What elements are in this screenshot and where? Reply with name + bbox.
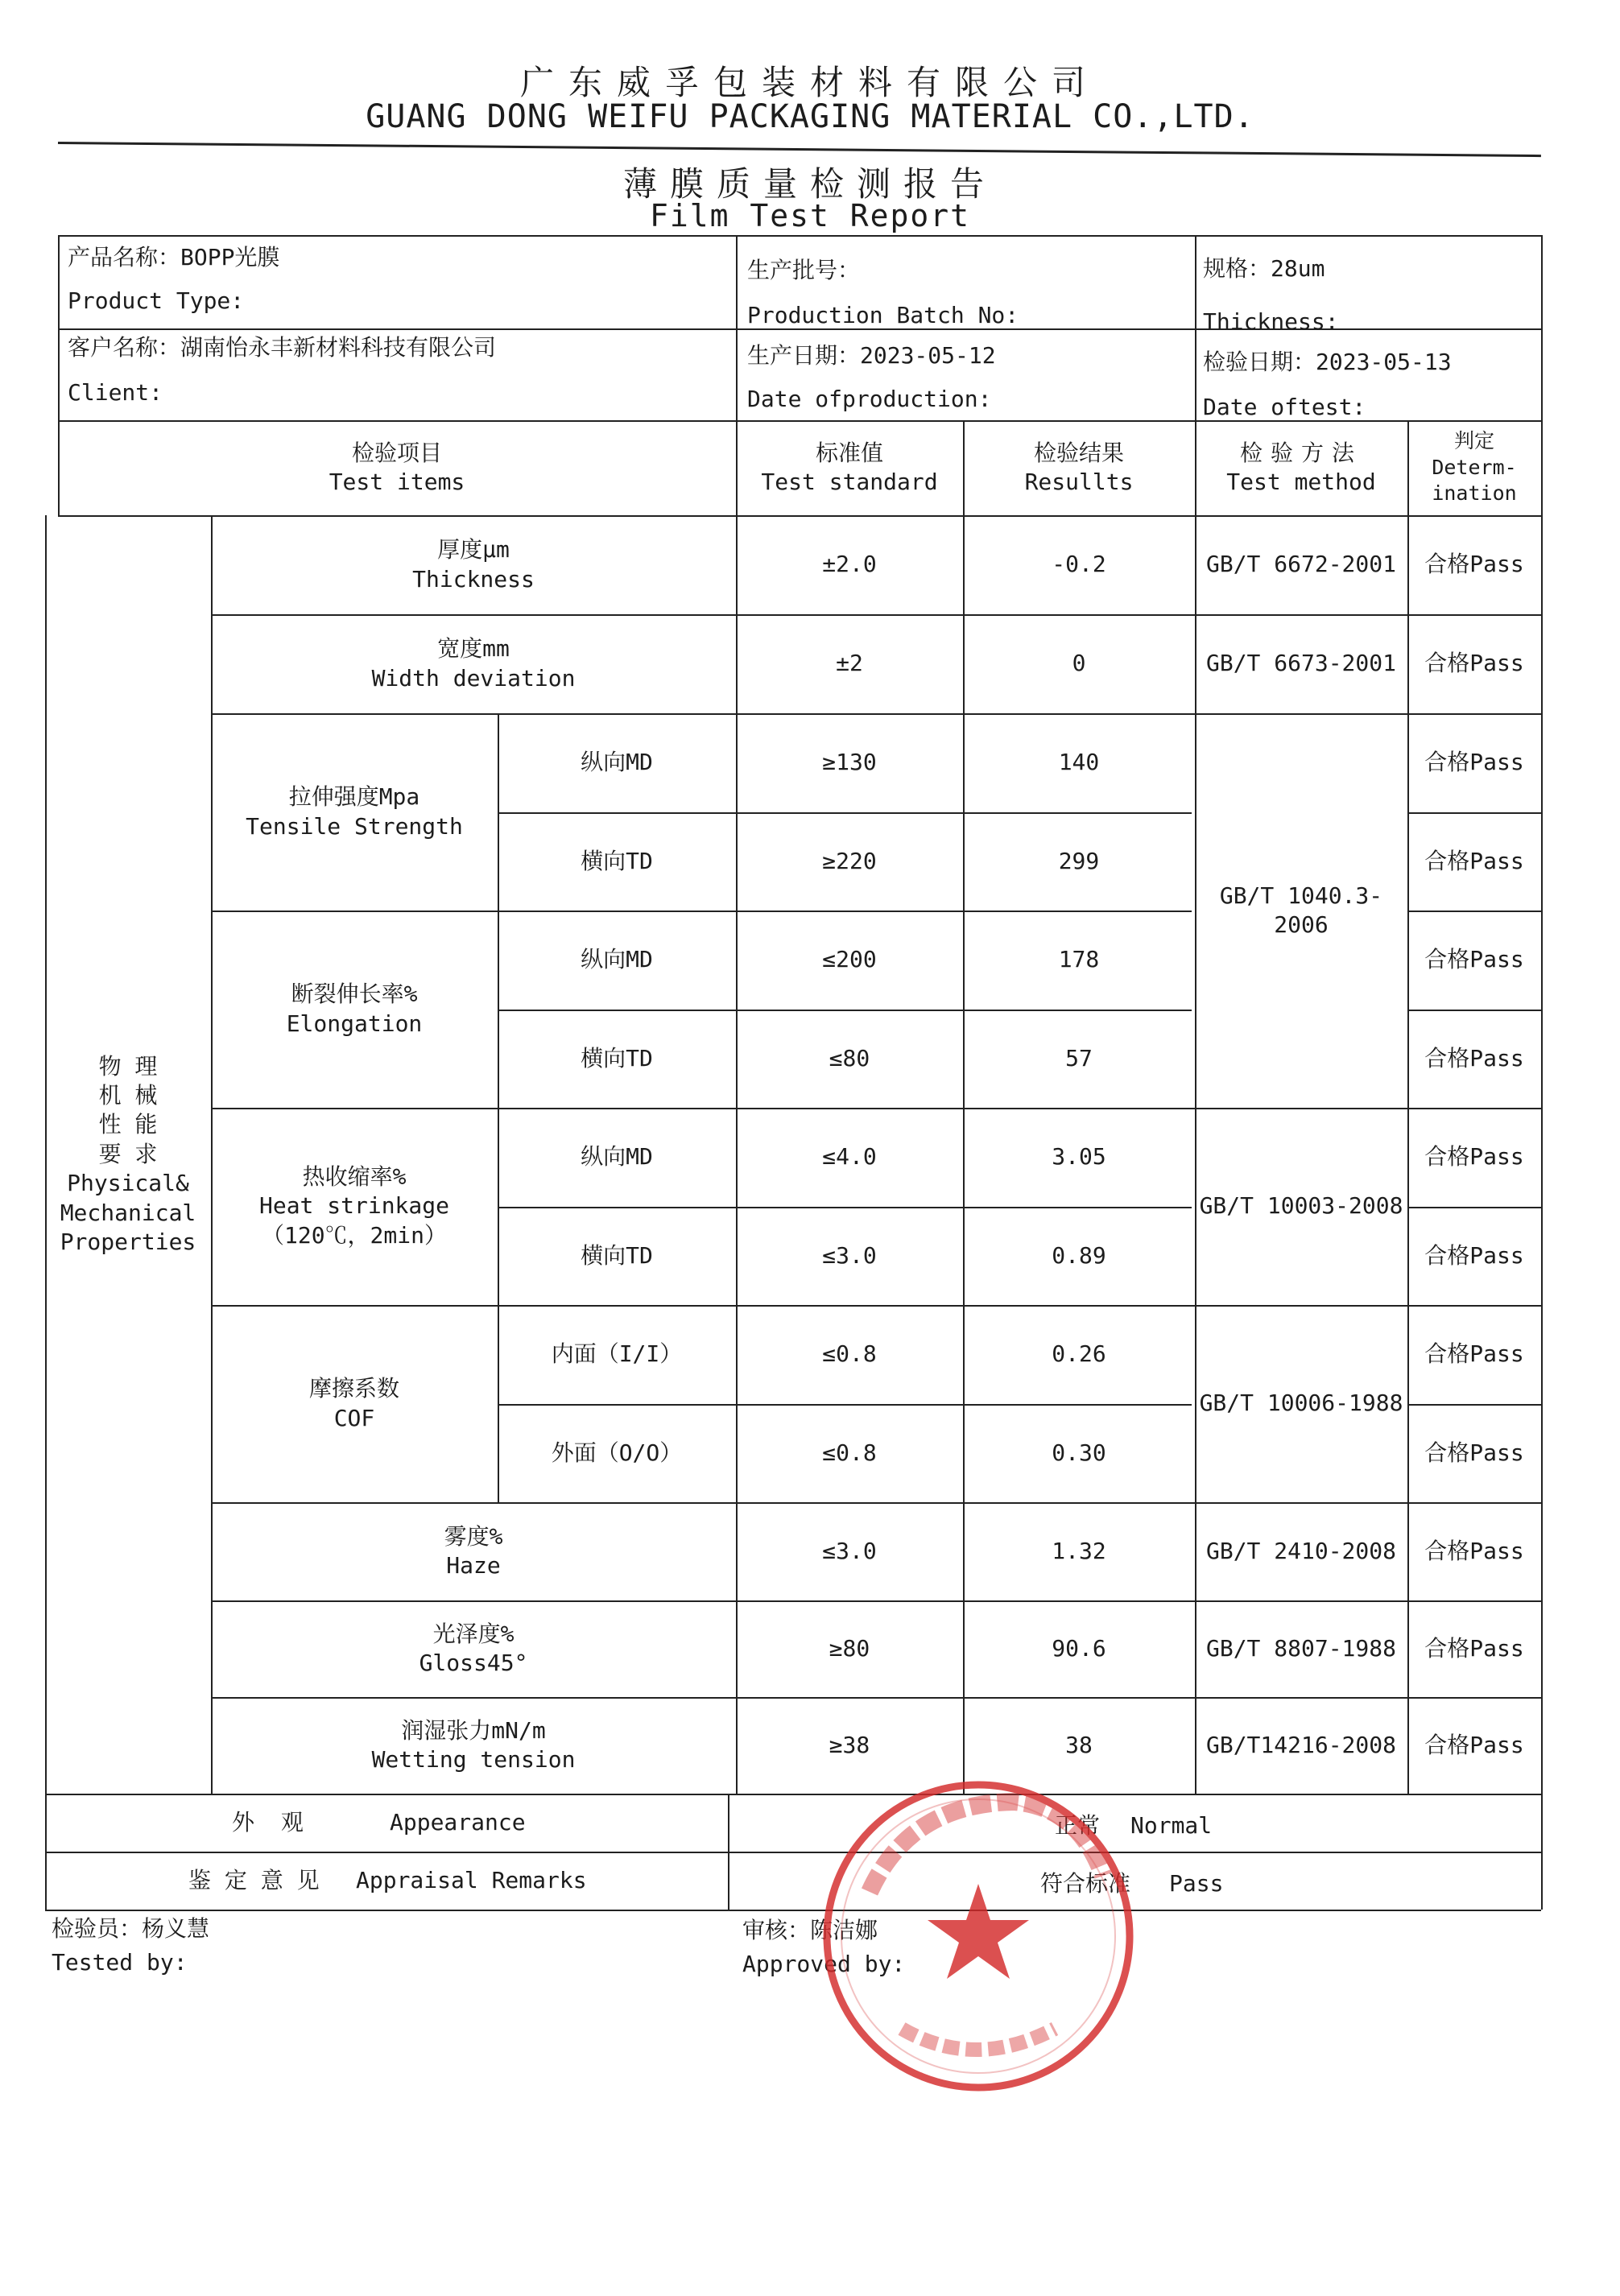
- remarks-value-cn: 符合标准: [1040, 1870, 1131, 1897]
- remarks-value-en: Pass: [1169, 1870, 1224, 1897]
- method-cell-shrinkage: GB/T 10003-2008: [1199, 1192, 1403, 1220]
- standard-cell: ≤0.8: [822, 1439, 877, 1466]
- result-cell: 0.30: [1052, 1439, 1106, 1466]
- item-width: 宽度mm Width deviation: [371, 635, 576, 692]
- method-cell: GB/T 2410-2008: [1205, 1537, 1396, 1564]
- approver-label: Approved by:: [742, 1951, 906, 1977]
- result-cell: 140: [1058, 749, 1100, 776]
- surface-label: 内面（I/I）: [551, 1340, 683, 1368]
- determination-cell: 合格Pass: [1424, 1044, 1524, 1072]
- determination-cell: 合格Pass: [1424, 1634, 1524, 1662]
- result-cell: 38: [1065, 1731, 1093, 1758]
- standard-cell: ±2.0: [822, 551, 877, 578]
- product-type-label: Product Type:: [68, 287, 245, 314]
- determination-cell: 合格Pass: [1424, 1143, 1524, 1171]
- item-gloss: 光泽度% Gloss45°: [419, 1620, 528, 1676]
- standard-cell: ≤3.0: [822, 1241, 877, 1269]
- company-name-en: GUANG DONG WEIFU PACKAGING MATERIAL CO.,LTD.: [366, 98, 1254, 135]
- result-cell: 0.26: [1052, 1340, 1106, 1368]
- col-header-determination: 判定 Determ- ination: [1432, 429, 1517, 506]
- direction-label: 纵向MD: [581, 1143, 653, 1171]
- direction-label: 横向TD: [581, 1241, 653, 1269]
- method-cell: GB/T14216-2008: [1205, 1731, 1396, 1758]
- surface-label: 外面（O/O）: [551, 1439, 683, 1466]
- result-cell: 178: [1058, 946, 1100, 973]
- col-header-standard: 标准值 Test standard: [761, 439, 938, 495]
- standard-cell: ≤4.0: [822, 1143, 877, 1171]
- report-title-en: Film Test Report: [649, 198, 971, 233]
- product-name: 产品名称：BOPP光膜: [68, 244, 280, 270]
- remarks-label-en: Appraisal Remarks: [356, 1867, 587, 1893]
- tester-name: 检验员：杨义慧: [52, 1915, 210, 1942]
- production-date-label: Date ofproduction:: [747, 386, 992, 412]
- tester-label: Tested by:: [52, 1949, 188, 1976]
- item-haze: 雾度% Haze: [444, 1522, 503, 1579]
- determination-cell: 合格Pass: [1424, 1340, 1524, 1368]
- thickness-label: Thickness:: [1203, 308, 1339, 335]
- determination-cell: 合格Pass: [1424, 1241, 1524, 1269]
- standard-cell: ≤0.8: [822, 1340, 877, 1368]
- standard-cell: ≥130: [822, 749, 877, 776]
- standard-cell: ≥80: [829, 1634, 870, 1662]
- appearance-label-en: Appearance: [390, 1809, 526, 1836]
- item-tensile-strength: 拉伸强度Mpa Tensile Strength: [246, 783, 463, 840]
- determination-cell: 合格Pass: [1424, 1439, 1524, 1466]
- result-cell: 1.32: [1052, 1537, 1106, 1564]
- category-physical-mechanical: 物 理 机 械 性 能 要 求 Physical& Mechanical Properties: [60, 1052, 196, 1255]
- determination-cell: 合格Pass: [1424, 1731, 1524, 1758]
- method-cell: GB/T 8807-1988: [1205, 1634, 1396, 1662]
- determination-cell: 合格Pass: [1424, 551, 1524, 578]
- determination-cell: 合格Pass: [1424, 946, 1524, 973]
- client-label: Client:: [68, 379, 163, 406]
- result-cell: 0: [1072, 650, 1086, 677]
- company-seal-stamp: [813, 1771, 1143, 2101]
- determination-cell: 合格Pass: [1424, 847, 1524, 874]
- determination-cell: 合格Pass: [1424, 650, 1524, 677]
- col-header-results: 检验结果 Resullts: [1024, 439, 1134, 495]
- method-cell-tensile-elongation: GB/T 1040.3- 2006: [1219, 882, 1383, 938]
- appearance-value-cn: 正常: [1055, 1812, 1101, 1839]
- company-name-cn: 广东威孚包装材料有限公司: [519, 63, 1100, 102]
- standard-cell: ≥220: [822, 847, 877, 874]
- determination-cell: 合格Pass: [1424, 749, 1524, 776]
- report-title-cn: 薄膜质量检测报告: [622, 164, 997, 204]
- item-cof: 摩擦系数 COF: [308, 1375, 399, 1431]
- direction-label: 纵向MD: [581, 946, 653, 973]
- result-cell: -0.2: [1052, 551, 1106, 578]
- standard-cell: ≥38: [829, 1731, 870, 1758]
- production-date: 生产日期：2023-05-12: [747, 342, 996, 369]
- spec-value: 规格：28um: [1203, 255, 1325, 282]
- method-cell-cof: GB/T 10006-1988: [1199, 1390, 1403, 1417]
- client-name: 客户名称：湖南怡永丰新材料科技有限公司: [68, 334, 497, 361]
- standard-cell: ≤80: [829, 1044, 870, 1072]
- result-cell: 90.6: [1052, 1634, 1106, 1662]
- batch-label-cn: 生产批号：: [747, 257, 861, 283]
- direction-label: 横向TD: [581, 847, 653, 874]
- method-cell: GB/T 6672-2001: [1205, 551, 1396, 578]
- method-cell: GB/T 6673-2001: [1205, 650, 1396, 677]
- remarks-label-cn: 鉴 定 意 见: [188, 1867, 320, 1893]
- direction-label: 横向TD: [581, 1044, 653, 1072]
- result-cell: 299: [1058, 847, 1100, 874]
- test-date-label: Date oftest:: [1203, 394, 1366, 420]
- item-wetting-tension: 润湿张力mN/m Wetting tension: [371, 1716, 576, 1773]
- item-elongation: 断裂伸长率% Elongation: [286, 981, 423, 1037]
- result-cell: 57: [1065, 1044, 1093, 1072]
- item-thickness: 厚度μm Thickness: [412, 536, 535, 593]
- test-date: 检验日期：2023-05-13: [1203, 349, 1452, 375]
- batch-label-en: Production Batch No:: [747, 302, 1019, 328]
- standard-cell: ≤3.0: [822, 1537, 877, 1564]
- header-rule: [58, 142, 1541, 157]
- standard-cell: ≤200: [822, 946, 877, 973]
- col-header-method: 检验方法 Test method: [1226, 439, 1376, 495]
- determination-cell: 合格Pass: [1424, 1537, 1524, 1564]
- col-header-items: 检验项目 Test items: [329, 439, 465, 495]
- approver-name: 审核：陈洁娜: [742, 1917, 878, 1943]
- direction-label: 纵向MD: [581, 749, 653, 776]
- item-heat-shrinkage: 热收缩率% Heat strinkage （120℃，2min）: [258, 1162, 449, 1249]
- result-cell: 3.05: [1052, 1143, 1106, 1171]
- result-cell: 0.89: [1052, 1241, 1106, 1269]
- appearance-value-en: Normal: [1130, 1812, 1213, 1839]
- standard-cell: ±2: [836, 650, 863, 677]
- appearance-label-cn: 外 观: [232, 1809, 310, 1836]
